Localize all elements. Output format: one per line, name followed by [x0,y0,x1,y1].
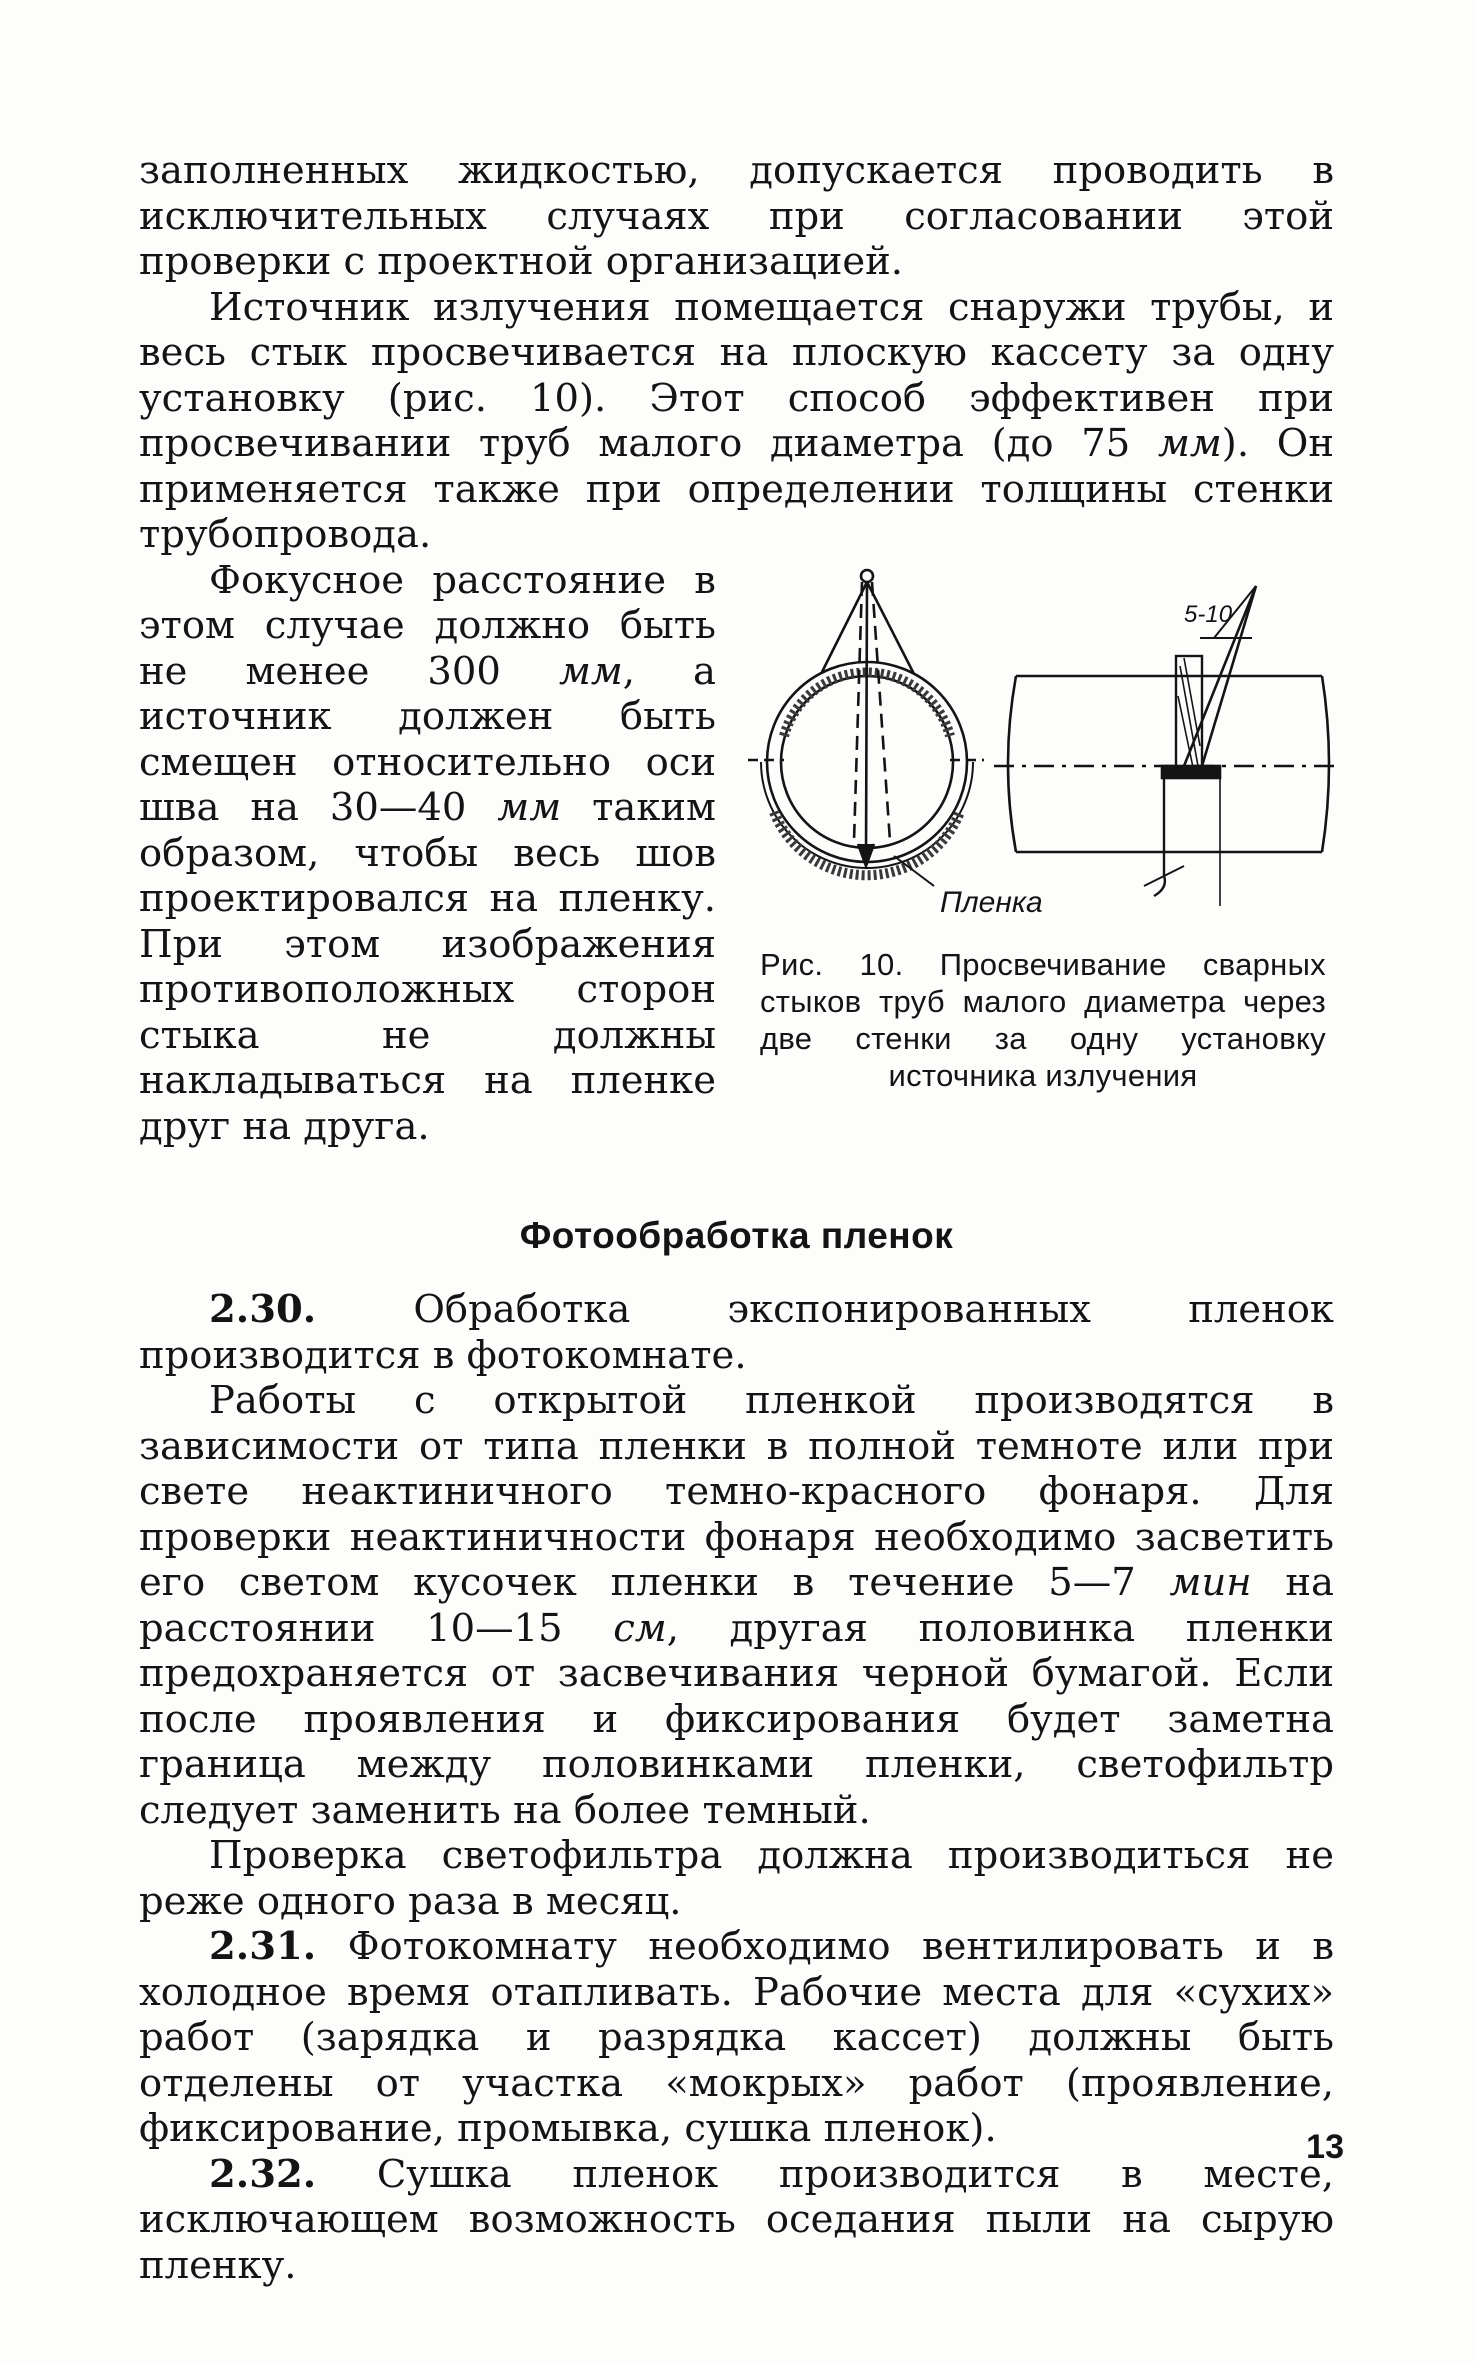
text-run: Источник излучения помещается снаружи трубы, и весь стык просвечивается на плоскую кассету за одну установку (рис. 10). Этот способ эффективен при просвечивании труб малого диаметра (до 75 [139,284,1334,466]
paragraph-continuation: заполненных жидкостью, допускается проводить в исключительных случаях при согласовании этой проверки с проектной организацией. [139,148,1334,284]
text-run: Фотокомнату необходимо вентилировать и в холодное время отапливать. Рабочие места для «сухих» работ (зарядка и разрядка кассет) должны быть отделены от участка «мокрых» работ (проявление, фиксирование, промывка, сушка пленок). [139,1924,1334,2151]
text-run: Сушка пленок производится в месте, исключающем возможность оседания пыли на сырую пленку. [139,2151,1334,2288]
paragraph-2-30-work [139,1378,1334,1833]
figure-10 [744,566,1334,1094]
text-run: Фокусное расстояние в этом случае должно быть не менее 300 [139,557,716,694]
offset-label: 5-10 [1184,600,1233,628]
film-cassette [1162,766,1220,778]
paragraph-2-30-check: Проверка светофильтра должна производиться не реже одного раза в месяц. [139,1833,1334,1924]
text-run: , а источник должен быть смещен относительно оси шва на 30—40 [139,648,716,830]
pipe-left-break [1008,676,1016,852]
text-run: таким образом, чтобы весь шов проектировался на пленку. При этом изображения противоположных сторон стыка не должны накладываться на пленке друг на друга. [139,785,716,1149]
paragraph-radiation-source [139,285,1334,558]
unit-min: мин [1169,1560,1252,1605]
paragraph-2-32 [139,2152,1334,2289]
radiation-source-icon [861,570,873,582]
axis-line [866,582,867,858]
figure-caption: Рис. 10. Просвечивание сварных стыков труб малого диаметра через две стенки за одну установку источника излучения [760,946,1326,1093]
text-run: Работы с открытой пленкой производятся в зависимости от типа пленки в полной темноте или при свете неактиничного темно-красного фонаря. Для проверки неактиничности фонаря необходимо засветить его светом кусочек пленки в течение 5—7 [139,1378,1334,1605]
figure-10-drawing [744,566,1334,928]
paragraph-2-30 [139,1287,1334,1378]
pipe-right-break [1322,676,1329,852]
unit-mm: мм [558,648,623,694]
section-heading: Фотообработка пленок [519,1215,954,1256]
page-body [139,148,1334,2288]
unit-mm: мм [1157,421,1222,466]
text-run: ). Он применяется также при определении толщины стенки трубопровода. [139,421,1334,557]
paragraph-2-31 [139,1924,1334,2152]
text-run: на расстоянии 10—15 [139,1560,1334,1651]
clause-number: 2.31. [209,1924,317,1969]
unit-cm: см [613,1605,667,1651]
page-number: 13 [1306,2128,1344,2166]
clause-number: 2.32. [209,2151,317,2197]
text-run: , другая половинка пленки предохраняется от засвечивания черной бумагой. Если после проявления и фиксирования будет заметна граница между половинками пленки, светофильтр следует заменить на более темный. [139,1605,1334,1833]
clause-number: 2.30. [209,1287,317,1332]
text-run: Обработка экспонированных пленок производится в фотокомнате. [139,1287,1334,1378]
unit-mm: мм [497,785,562,830]
film-label: Пленка [940,885,1043,919]
beam-dashed-1 [854,582,862,841]
